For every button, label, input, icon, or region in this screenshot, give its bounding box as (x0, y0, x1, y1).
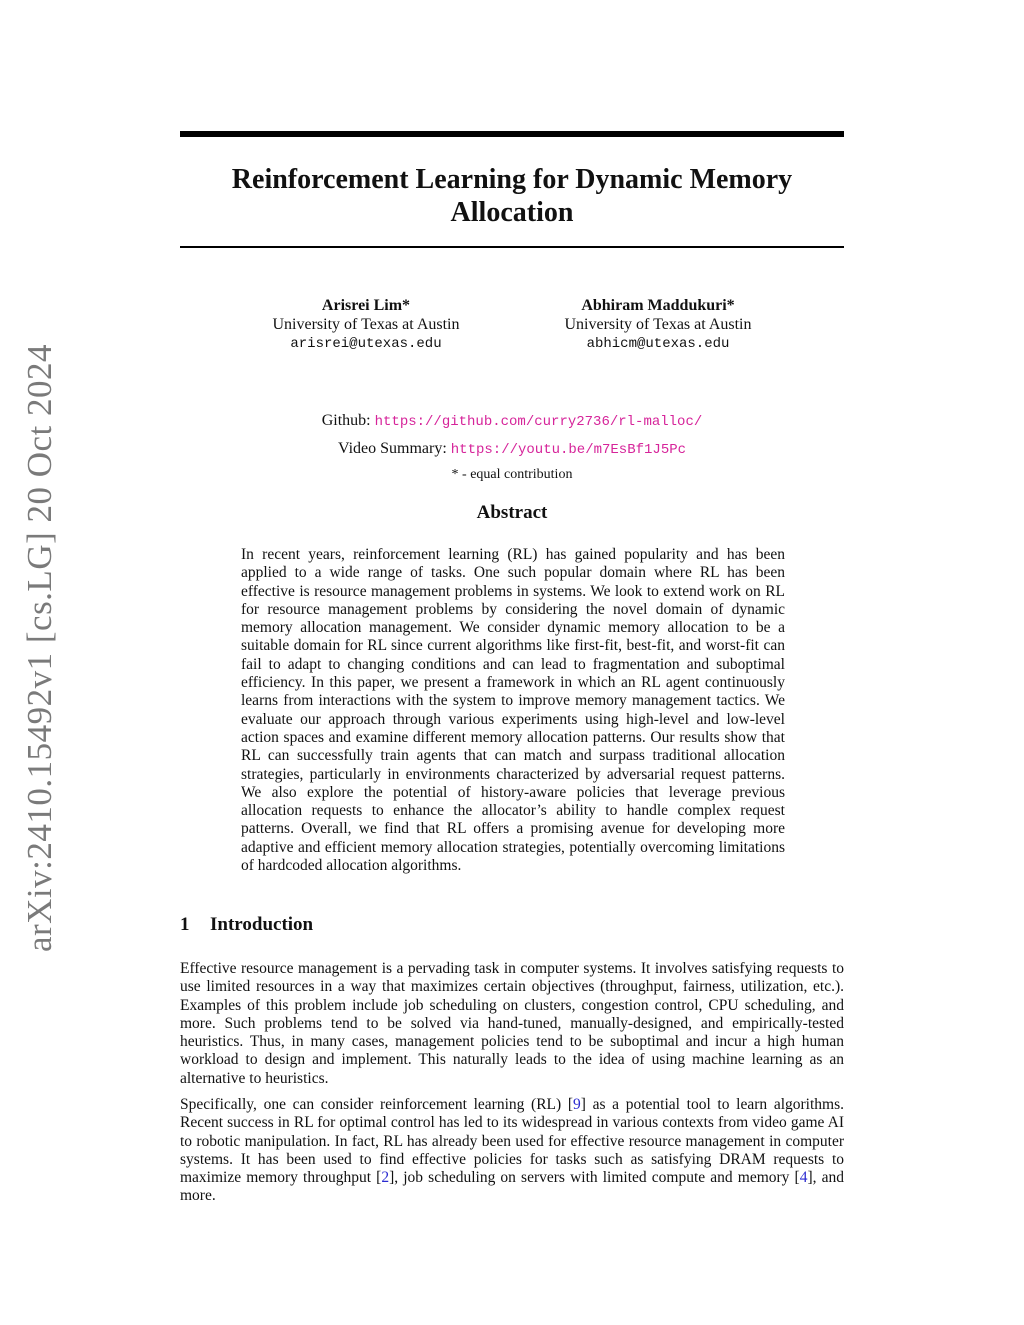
author-email[interactable]: abhicm@utexas.edu (586, 336, 730, 352)
abstract-heading: Abstract (476, 502, 548, 523)
abstract-text: In recent years, reinforcement learning (RL) has gained popularity and has been applied to a wide range of tasks. One such popular domain where RL has been effective is resource management problems in systems. We look to extend work on RL for resource management problems by considering the novel domain of dynamic memory allocation management. We consider dynamic memory allocation to be a suitable domain for RL since current algorithms like first-fit, best-fit, and worst-fit can fail to adapt to changing conditions and can lead to fragmentation and suboptimal efficiency. In this paper, we present a framework in which an RL agent continuously learns from interactions with the system to improve memory management tactics. We evaluate our approach through various experiments using high-level and low-level action spaces and examine different memory allocation patterns. Our results show that RL can successfully train agents that can match and surpass traditional allocation strategies, particularly in environments characterized by adversarial request patterns. We also explore the potential of history-aware policies that leverage previous allocation requests to enhance the allocator’s ability to handle complex request patterns. Overall, we find that RL offers a promising avenue for developing more adaptive and efficient memory allocation strategies, potentially overcoming limitations of hardcoded allocation algorithms. (241, 546, 785, 875)
paragraph-text: ] as a potential tool to learn algorithms. Recent success in RL for optimal control has led to its widespread in various contexts from video game AI to robotic manipulation. In fact, RL has already been used for effective resource management in computer systems. It has been used to find effective policies for tasks such as satisfying DRAM requests to maximize memory throughput [ (180, 1096, 844, 1187)
arxiv-stamp (8, 343, 72, 953)
author-affiliation: University of Texas at Austin (564, 316, 752, 333)
author-email[interactable]: arisrei@utexas.edu (290, 336, 442, 352)
author-affiliation: University of Texas at Austin (272, 316, 460, 333)
title-bottom-rule (180, 246, 844, 248)
section-heading (180, 914, 313, 936)
author-2 (528, 296, 788, 354)
intro-paragraph-2 (180, 1096, 844, 1206)
equal-contribution-note: * - equal contribution (451, 467, 573, 482)
github-label: Github: (321, 412, 371, 429)
github-link[interactable]: https://github.com/curry2736/rl-malloc/ (374, 414, 703, 430)
video-summary-line (180, 440, 844, 458)
citation-link[interactable]: 9 (573, 1096, 581, 1113)
arxiv-stamp-text: arXiv:2410.15492v1 [cs.LG] 20 Oct 2024 (20, 343, 60, 953)
section-title: Introduction (210, 914, 314, 935)
citation-link[interactable]: 2 (381, 1169, 390, 1187)
video-summary-link[interactable]: https://youtu.be/m7EsBf1J5Pc (450, 442, 687, 458)
author-name: Arisrei Lim* (321, 297, 411, 314)
video-summary-label: Video Summary: (337, 440, 447, 457)
paragraph-text: ], and more. (180, 1169, 844, 1205)
paper-title: Reinforcement Learning for Dynamic Memory Allocation (231, 164, 793, 228)
author-1 (236, 296, 496, 354)
intro-paragraph-1: Effective resource management is a pervading task in computer systems. It involves satisfying requests to use limited resources in a way that maximizes certain objectives (throughput, fairness, utilization, etc.). Examples of this problem include job scheduling on clusters, congestion control, CPU scheduling, and more. Such problems tend to be solved via hand-tuned, manually-designed, and empirically-tested heuristics. Thus, in many cases, management policies tend to be suboptimal and incur a high human workload to design and implement. This naturally leads to the idea of using machine learning as an alternative to heuristics. (180, 960, 844, 1087)
title-top-rule (180, 131, 844, 137)
github-line (180, 412, 844, 430)
section-number: 1 (180, 914, 190, 935)
paragraph-text: Specifically, one can consider reinforcement learning (RL) [ (180, 1096, 574, 1113)
citation-link[interactable]: 4 (799, 1169, 808, 1187)
paragraph-text: ], job scheduling on servers with limited compute and memory [ (389, 1169, 800, 1187)
author-name: Abhiram Maddukuri* (581, 297, 735, 314)
